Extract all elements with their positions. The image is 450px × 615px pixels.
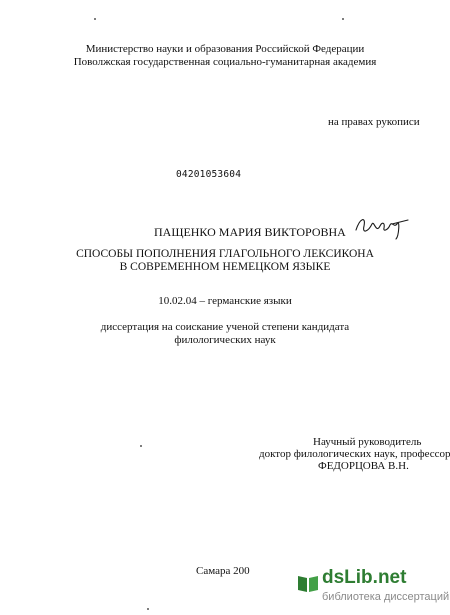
author-name: ПАЩЕНКО МАРИЯ ВИКТОРОВНА [154,225,346,239]
academy-heading: Поволжская государственная социально-гуманитарная академия [73,56,377,68]
author-signature [352,212,410,242]
ministry-heading: Министерство науки и образования Российской Федерации [85,43,365,55]
specialty-code: 10.02.04 – германские языки [158,295,292,307]
book-icon [296,572,320,594]
watermark-name: dsLib.net [322,567,407,588]
supervisor-name: ФЕДОРЦОВА В.Н. [318,460,409,472]
supervisor-role: Научный руководитель [313,436,422,448]
dissertation-title-line-1: СПОСОБЫ ПОПОЛНЕНИЯ ГЛАГОЛЬНОГО ЛЕКСИКОНА [76,248,374,260]
manuscript-rights-note: на правах рукописи [328,116,420,128]
degree-line-2: филологических наук [174,334,276,346]
scan-speck [342,18,344,20]
scan-speck [147,608,149,610]
scan-speck [94,18,96,20]
dissertation-title-line-2: В СОВРЕМЕННОМ НЕМЕЦКОМ ЯЗЫКЕ [119,261,331,273]
city-year: Самара 200 [196,565,250,577]
watermark-tagline: библиотека диссертаций [322,591,450,603]
degree-line-1: диссертация на соискание ученой степени кандидата [100,321,350,333]
dslib-watermark[interactable] [296,567,450,612]
library-code: 04201053604 [176,169,242,180]
supervisor-degree: доктор филологических наук, профессор [259,448,450,460]
scan-speck [140,445,142,447]
